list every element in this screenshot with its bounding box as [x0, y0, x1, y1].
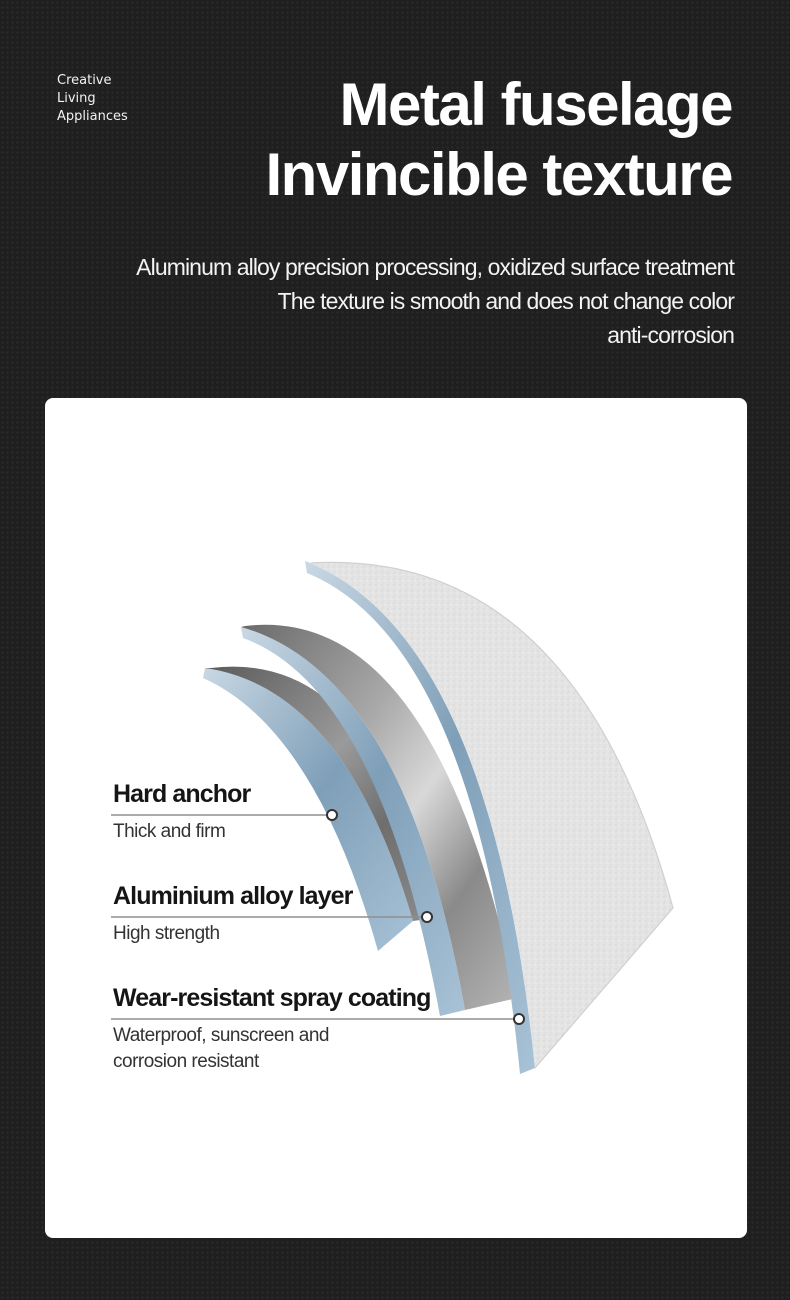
- callout-subtitle: [113, 819, 250, 845]
- callout-title: Aluminium alloy layer: [113, 882, 353, 910]
- callout-subtitle: [113, 921, 353, 947]
- headline: [32, 70, 732, 210]
- callout-title: Hard anchor: [113, 780, 251, 808]
- callout-subtitle-line: High strength: [113, 923, 220, 944]
- callout-subtitle: [113, 1023, 431, 1075]
- brand-line-1: Creative: [57, 73, 112, 88]
- callout-title: Wear-resistant spray coating: [113, 984, 431, 1012]
- marker-hard-anchor: [327, 810, 337, 820]
- callout-subtitle-line: Thick and firm: [113, 821, 226, 842]
- headline-line-1: Metal fuselage: [339, 71, 732, 138]
- marker-alloy-layer: [422, 912, 432, 922]
- callout-subtitle-line: corrosion resistant: [113, 1051, 259, 1072]
- callout-wear-resistant-coating: [113, 983, 431, 1075]
- description-line-1: Aluminum alloy precision processing, oxidized surface treatment: [136, 254, 734, 280]
- layer-diagram-panel: [45, 398, 747, 1238]
- brand-line-3: Appliances: [57, 109, 128, 124]
- marker-spray-coating: [514, 1014, 524, 1024]
- callout-subtitle-line: Waterproof, sunscreen and: [113, 1025, 329, 1046]
- description: [14, 250, 734, 352]
- description-line-3: anti-corrosion: [607, 322, 734, 348]
- brand-line-2: Living: [57, 91, 96, 106]
- callout-hard-anchor: [113, 779, 250, 845]
- headline-line-2: Invincible texture: [265, 141, 732, 208]
- callout-aluminium-alloy-layer: [113, 881, 353, 947]
- description-line-2: The texture is smooth and does not change color: [277, 288, 734, 314]
